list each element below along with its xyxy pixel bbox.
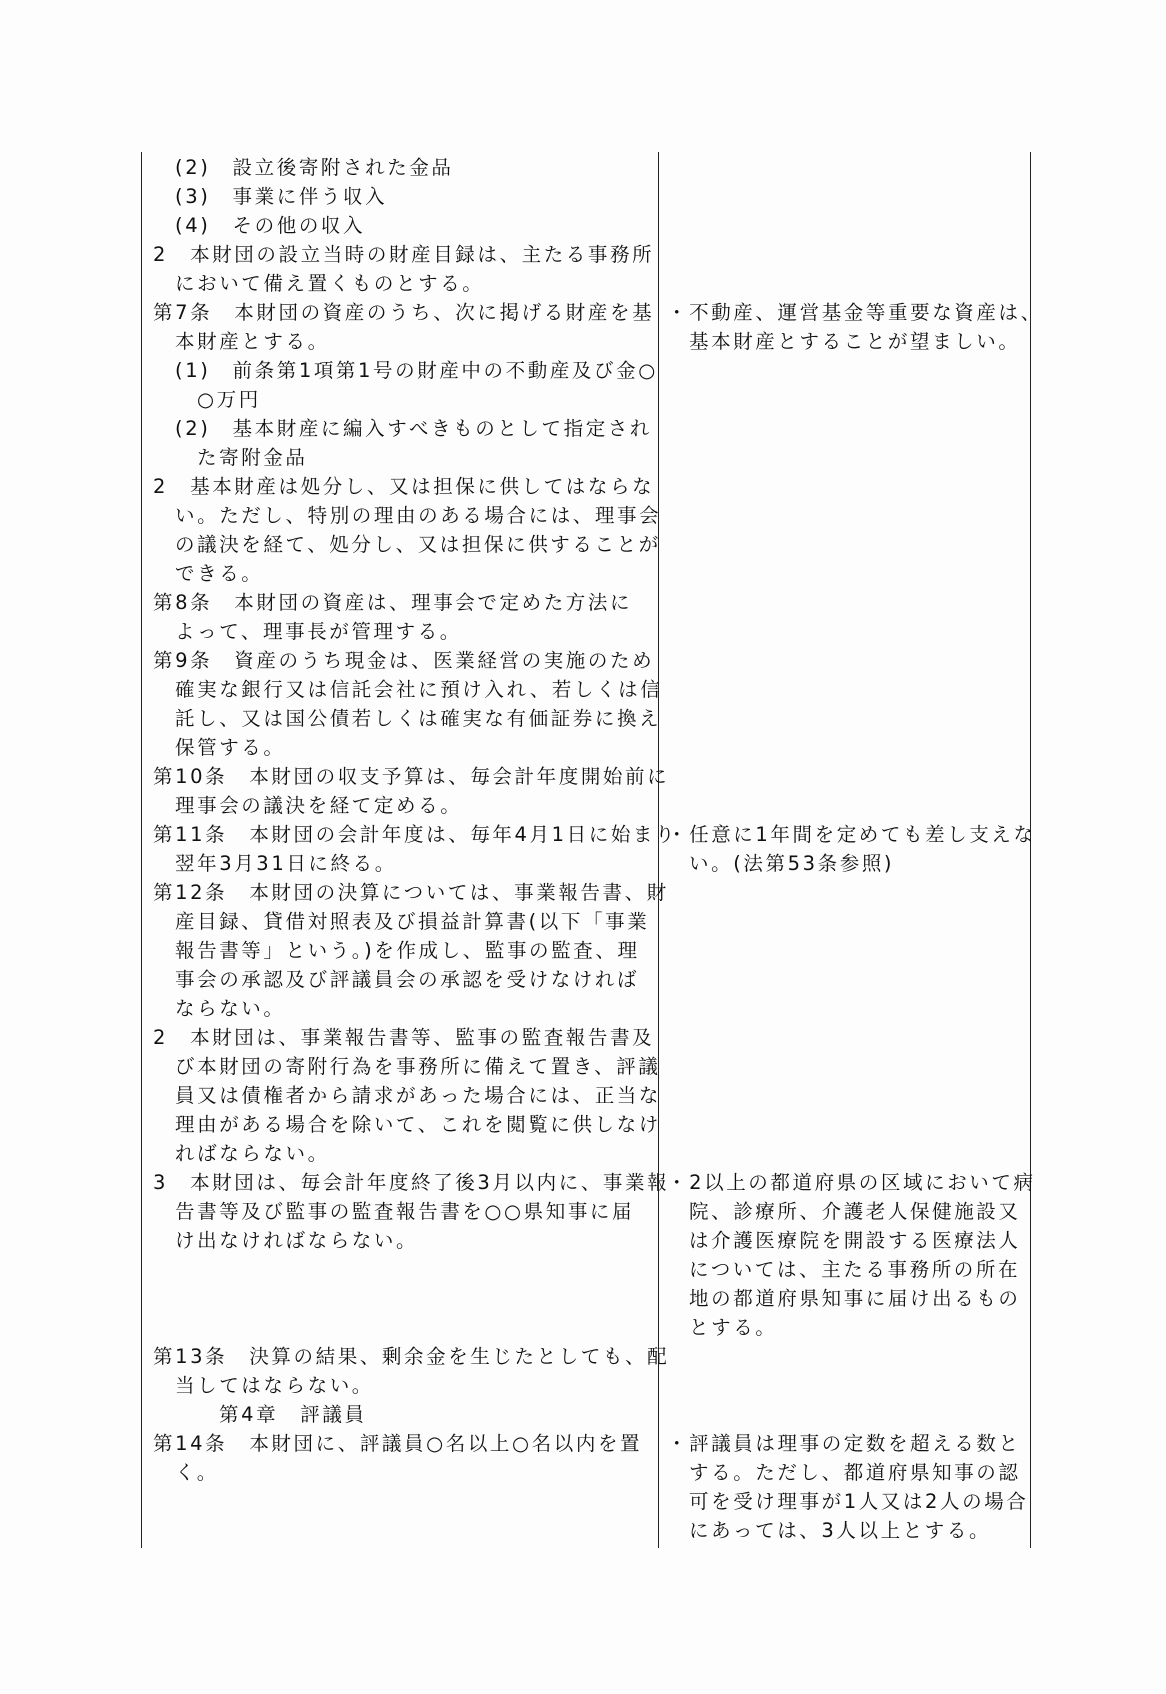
note-text-line: い。(法第53条参照) [689,852,895,875]
article-text-line: 第9条 資産のうち現金は、医業経営の実施のため [153,649,655,672]
article-text-line: 当してはならない。 [175,1374,374,1397]
article-text-line: ればならない。 [175,1142,330,1165]
article-text-line: 第10条 本財団の収支予算は、毎会計年度開始前に [153,765,670,788]
article-text-line: 告書等及び監事の監査報告書を○○県知事に届 [175,1200,635,1223]
article-text-line: び本財団の寄附行為を事務所に備えて置き、評議 [175,1055,661,1078]
article-text-line: (2) 設立後寄附された金品 [175,156,454,179]
article-text-line: い。ただし、特別の理由のある場合には、理事会 [175,504,662,527]
article-text-line: 確実な銀行又は信託会社に預け入れ、若しくは信 [175,678,663,701]
article-text-line: 第12条 本財団の決算については、事業報告書、財 [153,881,669,904]
note-text-line: とする。 [689,1316,778,1339]
note-text-line: ・不動産、運営基金等重要な資産は、 [667,301,1043,324]
article-text-line: の議決を経て、処分し、又は担保に供することが [175,533,661,556]
article-text-line: 第11条 本財団の会計年度は、毎年4月1日に始まり [153,823,678,846]
article-text-line: く。 [175,1461,219,1484]
note-text-line: ・評議員は理事の定数を超える数と [667,1432,1021,1455]
article-text-line: において備え置くものとする。 [175,272,485,295]
article-text-line: 第13条 決算の結果、剰余金を生じたとしても、配 [153,1345,670,1368]
note-text-line: は介護医療院を開設する医療法人 [689,1229,1021,1252]
note-text-line: ・任意に1年間を定めても差し支えな [667,823,1036,846]
article-text-line: 報告書等」という。)を作成し、監事の監査、理 [175,939,640,962]
article-text-line: 2 本財団の設立当時の財産目録は、主たる事務所 [153,243,655,266]
article-text-line: できる。 [175,562,264,585]
article-text-line: け出なければならない。 [175,1229,419,1252]
article-text-line: 第14条 本財団に、評議員○名以上○名以内を置 [153,1432,643,1455]
article-text-line: 産目録、貸借対照表及び損益計算書(以下「事業 [175,910,650,933]
article-text-line: 員又は債権者から請求があった場合には、正当な [175,1084,662,1107]
article-text-line: (1) 前条第1項第1号の財産中の不動産及び金○ [175,359,658,382]
note-text-line: ・2以上の都道府県の区域において病 [667,1171,1036,1194]
article-text-line: 本財産とする。 [175,330,330,353]
article-text-line: 第8条 本財団の資産は、理事会で定めた方法に [153,591,633,614]
article-text-line: (2) 基本財産に編入すべきものとして指定され [175,417,653,440]
note-text-line: する。ただし、都道府県知事の認 [689,1461,1021,1484]
note-text-line: については、主たる事務所の所在 [689,1258,1021,1281]
article-text-line: 2 基本財産は処分し、又は担保に供してはならな [153,475,655,498]
article-text-line: 翌年3月31日に終る。 [175,852,397,875]
article-text-line: ならない。 [175,997,286,1020]
article-text-line: 2 本財団は、事業報告書等、監事の監査報告書及 [153,1026,655,1049]
article-text-line: よって、理事長が管理する。 [175,620,462,643]
article-text-line: 保管する。 [175,736,286,759]
article-text-line: た寄附金品 [197,446,308,469]
article-text-line: (3) 事業に伴う収入 [175,185,388,208]
article-text-line: 理事会の議決を経て定める。 [175,794,463,817]
note-text-line: 院、診療所、介護老人保健施設又 [689,1200,1021,1223]
article-text-line: ○万円 [197,388,261,411]
column-divider [658,152,659,1548]
article-text-line: 第4章 評議員 [219,1403,367,1426]
article-text-line: 事会の承認及び評議員会の承認を受けなければ [175,968,640,991]
article-text-line: 理由がある場合を除いて、これを閲覧に供しなけ [175,1113,661,1136]
note-text-line: 基本財産とすることが望ましい。 [689,330,1021,353]
article-text-line: 託し、又は国公債若しくは確実な有価証券に換え [175,707,662,730]
note-text-line: にあっては、3人以上とする。 [689,1519,992,1542]
article-text-line: 3 本財団は、毎会計年度終了後3月以内に、事業報 [153,1171,670,1194]
note-text-line: 地の都道府県知事に届け出るもの [689,1287,1021,1310]
article-text-line: 第7条 本財団の資産のうち、次に掲げる財産を基 [153,301,655,324]
article-text-line: (4) その他の収入 [175,214,366,237]
note-text-line: 可を受け理事が1人又は2人の場合 [689,1490,1029,1513]
